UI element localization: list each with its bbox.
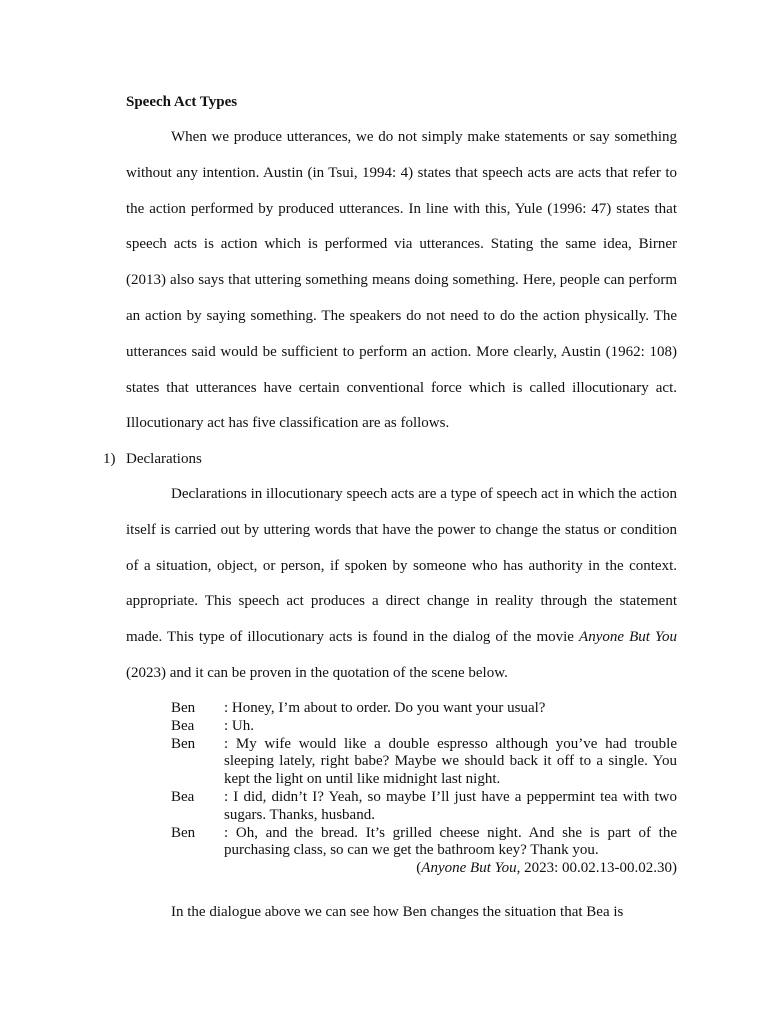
citation-timestamp: , 2023: 00.02.13-00.02.30)	[516, 860, 677, 877]
paragraph-text: Declarations in illocutionary speech acts are a type of speech act in which the action itself is carried out by uttering words that have the power to change the status or condition of a situation, object, or person, if spoken by someone who has authority in the context. appropriate. This speech act produces a direct change in reality through the statement made. This type of illocutionary acts is found in the dialog of the movie	[126, 486, 677, 646]
paragraph-text: (2023) and it can be proven in the quotation of the scene below.	[126, 664, 508, 681]
speaker: Ben	[171, 735, 196, 752]
speaker: Ben	[171, 700, 196, 716]
list-number: 1)	[103, 451, 116, 467]
citation-open: (	[416, 860, 422, 877]
speaker: Bea	[171, 788, 195, 805]
declarations-paragraph	[126, 477, 677, 692]
citation-title: Anyone But You	[421, 860, 517, 877]
scene-citation	[171, 860, 677, 878]
dialogue-turn	[171, 825, 677, 861]
analysis-paragraph: In the dialogue above we can see how Ben changes the situation that Bea is	[171, 904, 624, 920]
utterance: : I did, didn’t I? Yeah, so maybe I’ll just have a peppermint tea with two sugars. Thanks, husband.	[224, 788, 677, 823]
intro-paragraph: When we produce utterances, we do not simply make statements or say something without any intention. Austin (in Tsui, 1994: 4) states that speech acts are acts that refer to the action performed by produced utterances. In line with this, Yule (1996: 47) states that speech acts is action which is performed via utterances. Stating the same idea, Birner (2013) also says that uttering something means doing something. Here, people can perform an action by saying something. The speakers do not need to do the action physically. The utterances said would be sufficient to perform an action. More clearly, Austin (1962: 108) states that utterances have certain conventional force which is called illocutionary act. Illocutionary act has five classification are as follows.	[126, 129, 677, 432]
dialogue-turn	[171, 789, 677, 825]
utterance: : Oh, and the bread. It’s grilled cheese night. And she is part of the purchasing class, so can we get the bathroom key? Thank you.	[224, 824, 677, 859]
section-heading: Speech Act Types	[126, 94, 238, 110]
dialogue-turn	[171, 718, 677, 736]
dialogue-quote	[171, 700, 677, 878]
dialogue-turn	[171, 736, 677, 789]
list-label-declarations: Declarations	[126, 451, 202, 467]
dialogue-turn	[171, 700, 677, 718]
utterance: : My wife would like a double espresso although you’ve had trouble sleeping lately, right babe? Maybe we should back it off to a single. You kept the light on until like midnight last night.	[224, 735, 677, 788]
utterance: : Uh.	[224, 717, 254, 734]
speaker: Ben	[171, 824, 196, 841]
utterance: : Honey, I’m about to order. Do you want your usual?	[224, 700, 546, 716]
speaker: Bea	[171, 717, 195, 734]
movie-title: Anyone But You	[579, 629, 677, 646]
